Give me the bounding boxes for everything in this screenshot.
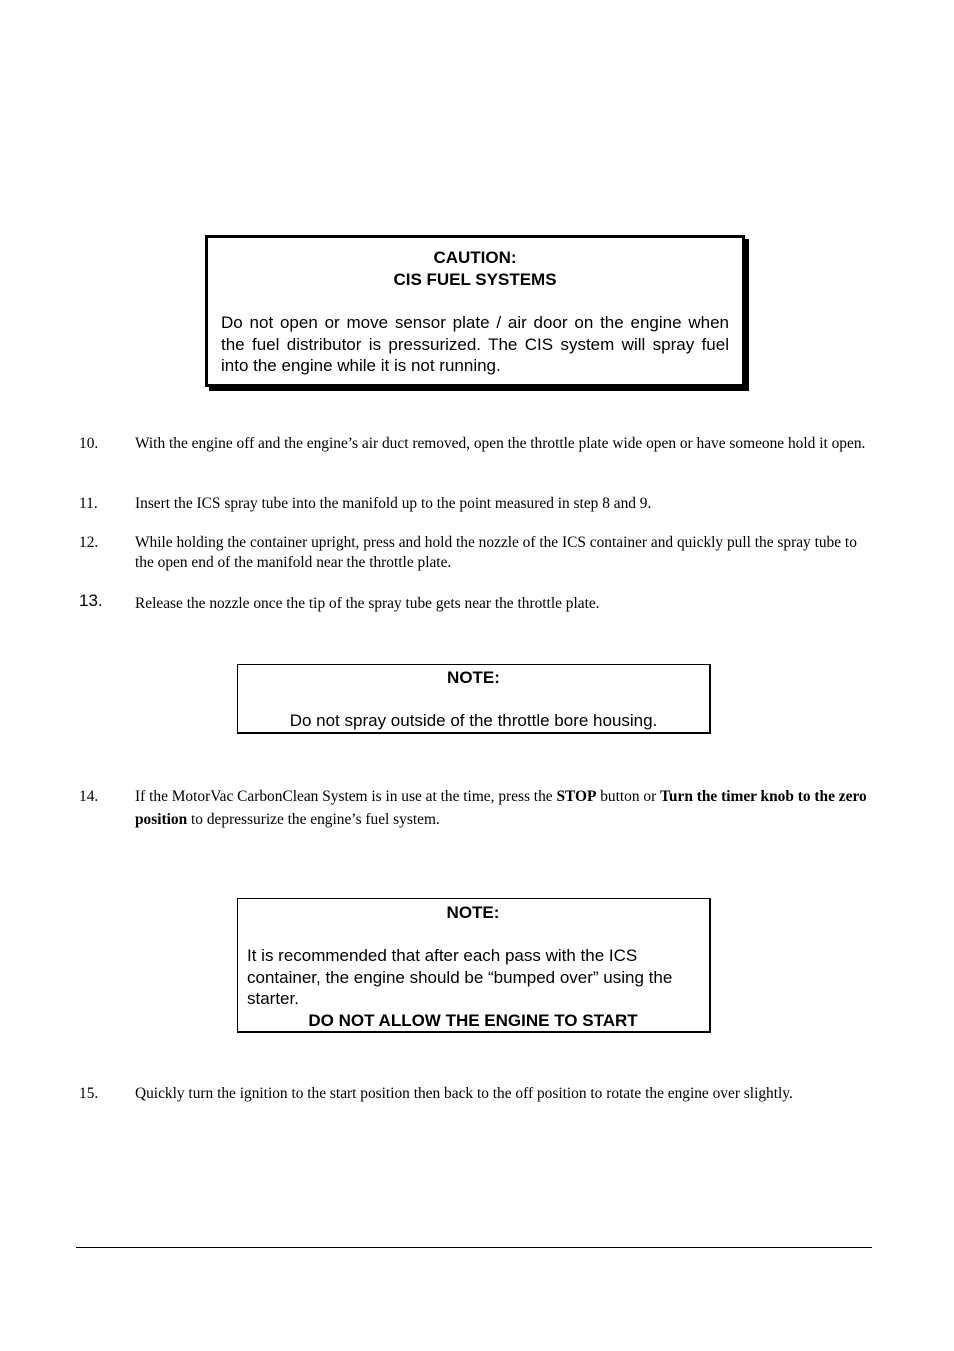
step-number: 15. bbox=[79, 1085, 99, 1102]
step-text-part: to depressurize the engine’s fuel system. bbox=[187, 811, 440, 828]
step-number: 12. bbox=[79, 534, 99, 551]
step-text: Release the nozzle once the tip of the spray tube gets near the throttle plate. bbox=[135, 595, 600, 612]
caution-title: CAUTION: bbox=[433, 248, 517, 267]
note-box-spray bbox=[237, 664, 711, 734]
timer-knob-text: Turn the timer knob to the zero position bbox=[135, 788, 867, 828]
note-warning: DO NOT ALLOW THE ENGINE TO START bbox=[308, 1010, 638, 1030]
step-text-part: button or bbox=[596, 788, 661, 805]
caution-subtitle: CIS FUEL SYSTEMS bbox=[393, 270, 557, 289]
step-11 bbox=[79, 494, 879, 514]
step-15 bbox=[79, 1084, 909, 1104]
step-14 bbox=[79, 785, 879, 831]
step-number: 13. bbox=[79, 591, 103, 610]
step-12 bbox=[79, 533, 879, 573]
note-body: It is recommended that after each pass with the ICS container, the engine should be “bumped over” using the starter. bbox=[247, 946, 673, 1008]
stop-button-text: STOP bbox=[556, 788, 597, 805]
caution-box bbox=[205, 235, 745, 387]
footer-rule bbox=[76, 1247, 872, 1248]
step-number: 10. bbox=[79, 435, 99, 452]
step-text-part: If the MotorVac CarbonClean System is in use at the time, press the bbox=[135, 788, 557, 805]
note-title: NOTE: bbox=[446, 903, 500, 922]
step-text: While holding the container upright, press and hold the nozzle of the ICS container and quickly pull the spray tube to the open end of the manifold near the throttle plate. bbox=[135, 534, 857, 571]
step-number: 14. bbox=[79, 788, 99, 805]
step-10 bbox=[79, 434, 879, 454]
step-number: 11. bbox=[79, 495, 98, 512]
step-text: With the engine off and the engine’s air duct removed, open the throttle plate wide open or have someone hold it open. bbox=[135, 435, 866, 452]
note-title: NOTE: bbox=[447, 668, 500, 687]
caution-body: Do not open or move sensor plate / air door on the engine when the fuel distributor is pressurized. The CIS system will spray fuel into the engine while it is not running. bbox=[221, 313, 729, 375]
step-text bbox=[135, 785, 879, 831]
note-body: Do not spray outside of the throttle bore housing. bbox=[289, 711, 658, 730]
note-box-bump bbox=[237, 898, 711, 1033]
step-13 bbox=[79, 591, 879, 614]
step-text: Quickly turn the ignition to the start position then back to the off position to rotate the engine over slightly. bbox=[135, 1085, 793, 1102]
step-text: Insert the ICS spray tube into the manifold up to the point measured in step 8 and 9. bbox=[135, 495, 652, 512]
